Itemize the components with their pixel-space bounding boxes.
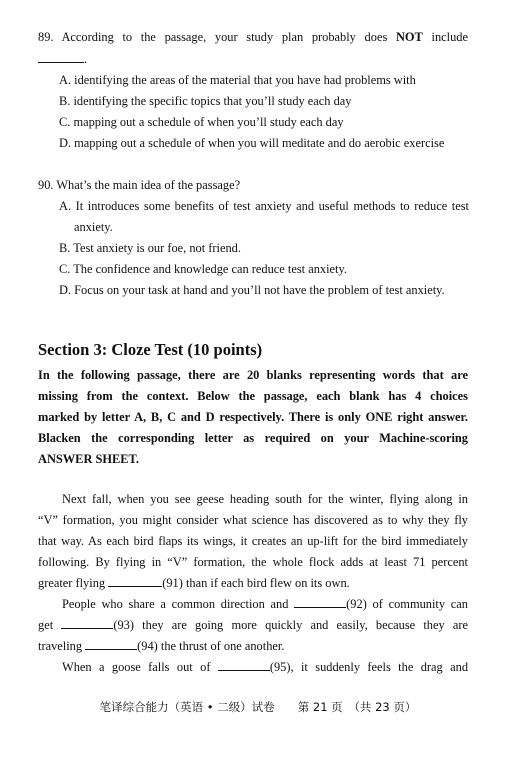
blank-91 xyxy=(108,576,162,587)
q90-stem: 90. What’s the main idea of the passage? xyxy=(38,178,241,192)
passage-p1-line3: that way. As each bird flaps its wings, it creates an up-lift for the bird immediately xyxy=(38,534,468,548)
page-footer: 笔译综合能力（英语 • 二级）试卷 第 21 页 （共 23 页） xyxy=(99,700,417,714)
passage-p2-line3: traveling (94) the thrust of one another. xyxy=(38,639,285,653)
instruction-line-3: marked by letter A, B, C and D respectively. There is only ONE right answer. xyxy=(38,410,468,424)
q89-stem: 89. According to the passage, your study plan probably does NOT include xyxy=(38,30,468,44)
passage-p3-line1: When a goose falls out of (95), it suddenly feels the drag and xyxy=(62,660,469,674)
q90-option-d: D. Focus on your task at hand and you’ll not have the problem of test anxiety. xyxy=(59,283,445,297)
q89-option-b: B. identifying the specific topics that you’ll study each day xyxy=(59,94,352,108)
instruction-line-5: ANSWER SHEET. xyxy=(38,452,139,466)
q89-option-c: C. mapping out a schedule of when you’ll study each day xyxy=(59,115,344,129)
instruction-line-4: Blacken the corresponding letter as required on your Machine-scoring xyxy=(38,431,468,445)
q90-option-b: B. Test anxiety is our foe, not friend. xyxy=(59,241,241,255)
passage-p1-line5: greater flying (91) than if each bird flew on its own. xyxy=(38,576,350,590)
blank-92 xyxy=(294,597,346,608)
blank-93 xyxy=(61,618,113,629)
q90-option-a-line2: anxiety. xyxy=(74,220,113,234)
passage-p2-line1: People who share a common direction and (92) of community can xyxy=(62,597,468,611)
passage-p1-line2: “V” formation, you might consider what science has discovered as to why they fly xyxy=(38,513,468,527)
passage-p1-line4: following. By flying in “V” formation, the whole flock adds at least 71 percent xyxy=(38,555,468,569)
passage-p2-line2: get (93) they are going more quickly and easily, because they are xyxy=(38,618,468,632)
q89-option-a: A. identifying the areas of the material that you have had problems with xyxy=(59,73,416,87)
instruction-line-1: In the following passage, there are 20 blanks representing words that are xyxy=(38,368,468,382)
blank-95 xyxy=(218,660,270,671)
section-title: Section 3: Cloze Test (10 points) xyxy=(38,340,263,359)
q89-option-d: D. mapping out a schedule of when you will meditate and do aerobic exercise xyxy=(59,136,445,150)
q89-not: NOT xyxy=(395,30,423,44)
instruction-line-2: missing from the context. Below the passage, each blank has 4 choices xyxy=(38,389,468,403)
passage-p1-line1: Next fall, when you see geese heading south for the winter, flying along in xyxy=(62,492,468,506)
q90-option-a-line1: A. It introduces some benefits of test anxiety and useful methods to reduce test xyxy=(59,199,469,213)
blank-94 xyxy=(85,639,137,650)
q89-answer-blank: . xyxy=(38,52,468,66)
q90-option-c: C. The confidence and knowledge can reduce test anxiety. xyxy=(59,262,347,276)
